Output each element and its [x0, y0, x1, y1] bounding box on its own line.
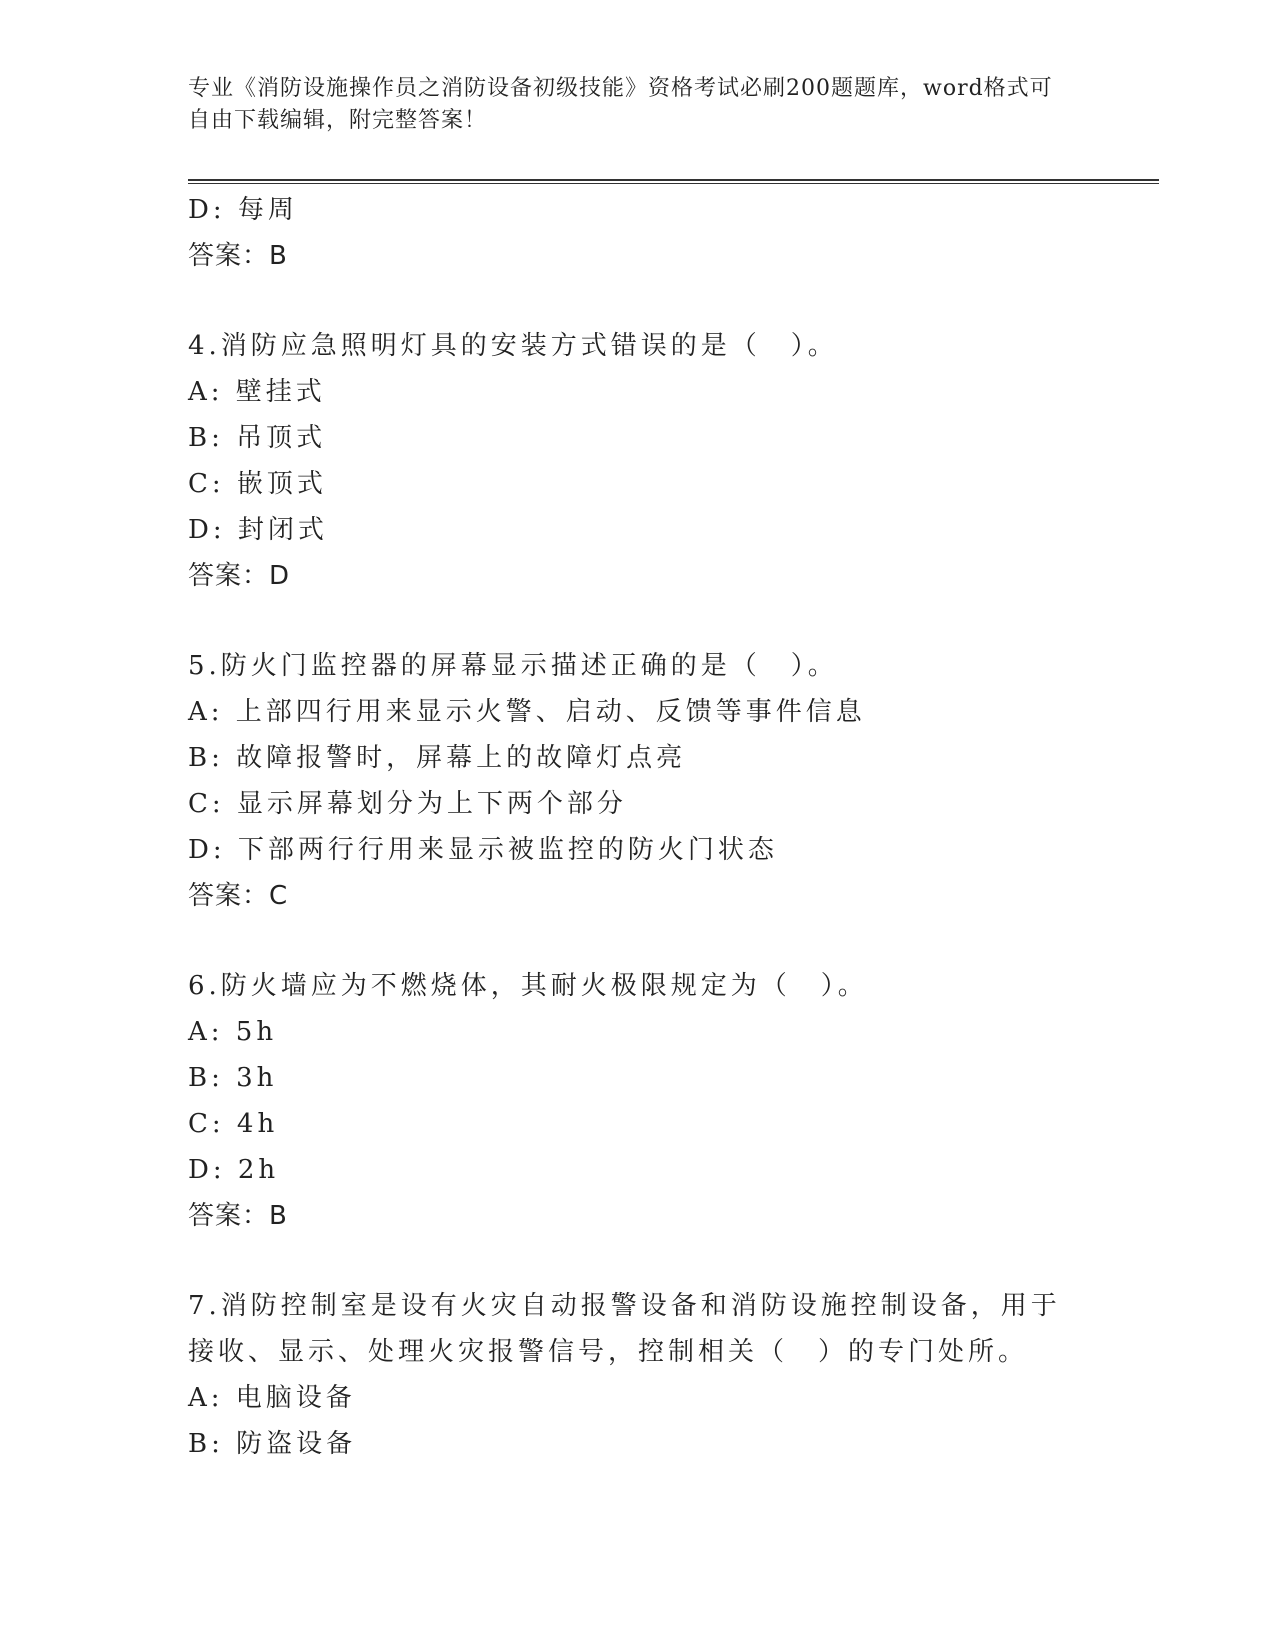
option-a: A: 电脑设备 — [188, 1383, 356, 1413]
option-d: D: 2h — [188, 1155, 280, 1185]
option-a: A: 上部四行用来显示火警、启动、反馈等事件信息 — [188, 697, 866, 727]
option-a: A: 5h — [188, 1017, 278, 1047]
question-4 — [188, 323, 1128, 599]
option-a: A: 壁挂式 — [188, 377, 326, 407]
option-b: B: 吊顶式 — [188, 423, 327, 453]
header-divider — [188, 179, 1159, 184]
answer-label: 答案：B — [188, 241, 288, 271]
option-d: D: 每周 — [188, 195, 298, 225]
option-c: C: 显示屏幕划分为上下两个部分 — [188, 789, 627, 819]
question-6 — [188, 963, 1128, 1239]
option-d: D: 封闭式 — [188, 515, 328, 545]
question-stem: 7.消防控制室是设有火灾自动报警设备和消防设施控制设备，用于接收、显示、处理火灾报警信号，控制相关（ ）的专门处所。 — [188, 1291, 1061, 1367]
option-b: B: 防盗设备 — [188, 1429, 357, 1459]
answer-label: 答案：B — [188, 1201, 288, 1231]
question-5 — [188, 643, 1128, 919]
document-header: 专业《消防设施操作员之消防设备初级技能》资格考试必刷200题题库，word格式可自由下载编辑，附完整答案！ — [188, 76, 1053, 133]
question-stem: 6.防火墙应为不燃烧体，其耐火极限规定为（ ）。 — [188, 971, 868, 1001]
previous-question-tail — [188, 187, 1128, 279]
option-c: C: 4h — [188, 1109, 279, 1139]
question-stem: 4.消防应急照明灯具的安装方式错误的是（ ）。 — [188, 331, 838, 361]
option-d: D: 下部两行行用来显示被监控的防火门状态 — [188, 835, 778, 865]
question-list — [188, 187, 1128, 1467]
option-b: B: 3h — [188, 1063, 278, 1093]
option-c: C: 嵌顶式 — [188, 469, 327, 499]
question-7 — [188, 1283, 1128, 1467]
question-stem: 5.防火门监控器的屏幕显示描述正确的是（ ）。 — [188, 651, 838, 681]
answer-label: 答案：D — [188, 561, 291, 591]
answer-label: 答案：C — [188, 881, 289, 911]
option-b: B: 故障报警时，屏幕上的故障灯点亮 — [188, 743, 687, 773]
